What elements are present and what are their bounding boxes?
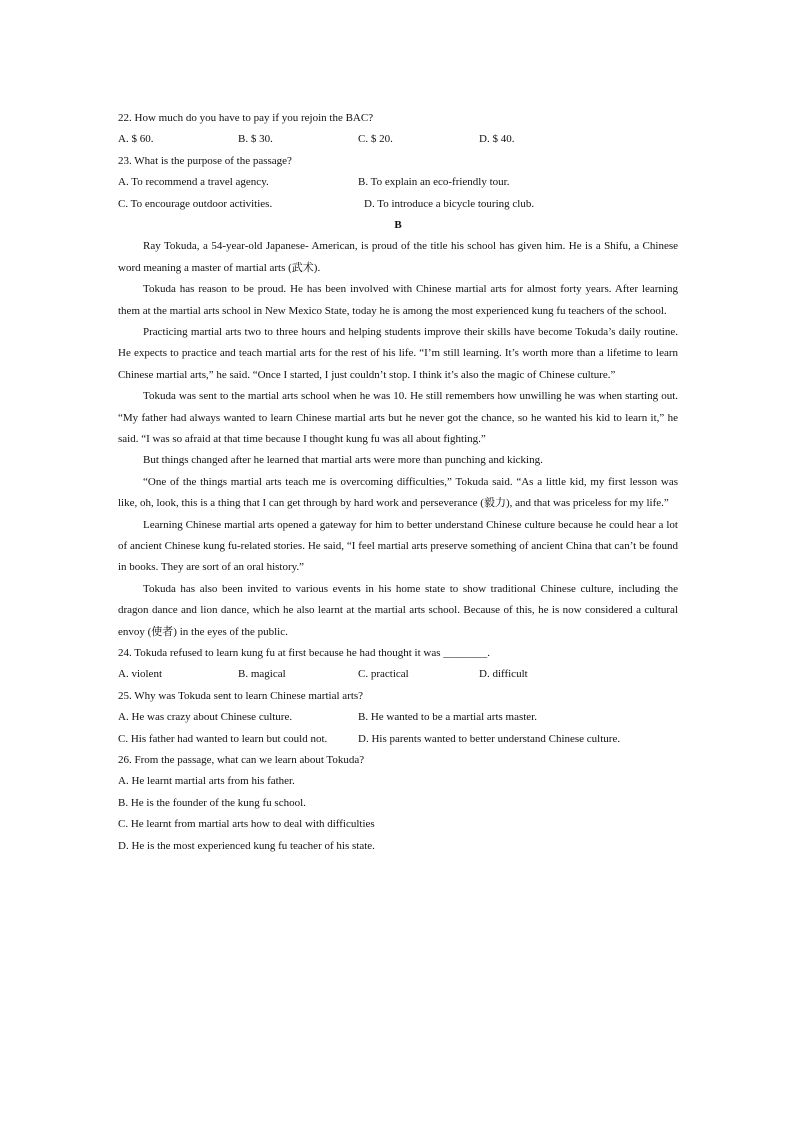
passage-paragraph-3: Practicing martial arts two to three hours and helping students improve their skills have become Tokuda’s daily routine. He expects to practice and teach martial arts for the rest of his life. “I’m still learning. It’s worth more than a lifetime to learn Chinese martial arts,” he said. “Once I started, I just couldn’t stop. I think it’s also the magic of Chinese culture.”: [118, 325, 678, 381]
option-c: C. He learnt from martial arts how to deal with difficulties: [118, 818, 375, 831]
option-d: D. To introduce a bicycle touring club.: [364, 197, 535, 210]
exam-page: [118, 108, 678, 857]
passage-paragraph-5: But things changed after he learned that martial arts were more than punching and kicking.: [143, 454, 543, 467]
option-b: B. $ 30.: [238, 133, 273, 146]
passage-paragraph-8: Tokuda has also been invited to various events in his home state to show traditional Chinese culture, including the dragon dance and lion dance, which he also learnt at the martial arts school. Because of this, he is now considered a cultural envoy (使者) in the eyes of the public.: [118, 582, 678, 638]
passage-paragraph-1: Ray Tokuda, a 54-year-old Japanese- American, is proud of the title his school has given him. He is a Shifu, a Chinese word meaning a master of martial arts (武术).: [118, 240, 678, 274]
question-25-options-row1: [118, 707, 678, 728]
option-b: B. He wanted to be a martial arts master.: [358, 711, 537, 724]
question-22-options: [118, 129, 678, 150]
question-22: 22. How much do you have to pay if you rejoin the BAC?: [118, 112, 374, 124]
section-label: B: [394, 218, 402, 231]
question-24: 24. Tokuda refused to learn kung fu at first because he had thought it was ________.: [118, 647, 491, 660]
option-a: A. He was crazy about Chinese culture.: [118, 711, 293, 724]
passage-paragraph-4: Tokuda was sent to the martial arts school when he was 10. He still remembers how unwilling he was when starting out. “My father had always wanted to learn Chinese martial arts but he never got the chance, so he wanted his kid to learn it,” he said. “I was so afraid at that time because I thought kung fu was all about fighting.”: [118, 390, 678, 445]
question-23-options-row2: [118, 194, 678, 215]
option-c: C. $ 20.: [358, 133, 393, 146]
option-a: A. To recommend a travel agency.: [118, 176, 269, 189]
option-d: D. He is the most experienced kung fu teacher of his state.: [118, 839, 375, 852]
passage-paragraph-2: Tokuda has reason to be proud. He has been involved with Chinese martial arts for almost forty years. After learning them at the martial arts school in New Mexico State, today he is among the most experienced kung fu teachers of the school.: [118, 283, 678, 317]
passage-paragraph-6: “One of the things martial arts teach me is overcoming difficulties,” Tokuda said. “As a little kid, my first lesson was like, oh, look, this is a thing that I can get through by hard work and perseverance (毅力), and that was priceless for my life.”: [118, 475, 678, 510]
question-25: 25. Why was Tokuda sent to learn Chinese martial arts?: [118, 689, 364, 702]
option-b: B. He is the founder of the kung fu school.: [118, 796, 306, 809]
question-23: 23. What is the purpose of the passage?: [118, 154, 292, 167]
option-d: D. difficult: [479, 668, 528, 681]
question-26: 26. From the passage, what can we learn about Tokuda?: [118, 754, 365, 767]
option-b: B. magical: [238, 668, 286, 681]
question-24-options: [118, 664, 678, 685]
option-c: C. To encourage outdoor activities.: [118, 197, 273, 210]
option-a: A. He learnt martial arts from his father.: [118, 775, 295, 788]
question-25-options-row2: [118, 729, 678, 750]
option-d: D. His parents wanted to better understand Chinese culture.: [358, 732, 621, 745]
option-c: C. practical: [358, 668, 409, 681]
option-d: D. $ 40.: [479, 133, 515, 146]
option-a: A. violent: [118, 668, 162, 681]
option-a: A. $ 60.: [118, 133, 154, 146]
option-b: B. To explain an eco-friendly tour.: [358, 176, 510, 189]
option-c: C. His father had wanted to learn but could not.: [118, 732, 328, 745]
passage-paragraph-7: Learning Chinese martial arts opened a gateway for him to better understand Chinese culture because he could hear a lot of ancient Chinese kung fu-related stories. He said, “I feel martial arts preserve something of ancient China that can’t be found in books. They are sort of an oral history.”: [118, 518, 678, 574]
question-23-options-row1: [118, 172, 678, 193]
